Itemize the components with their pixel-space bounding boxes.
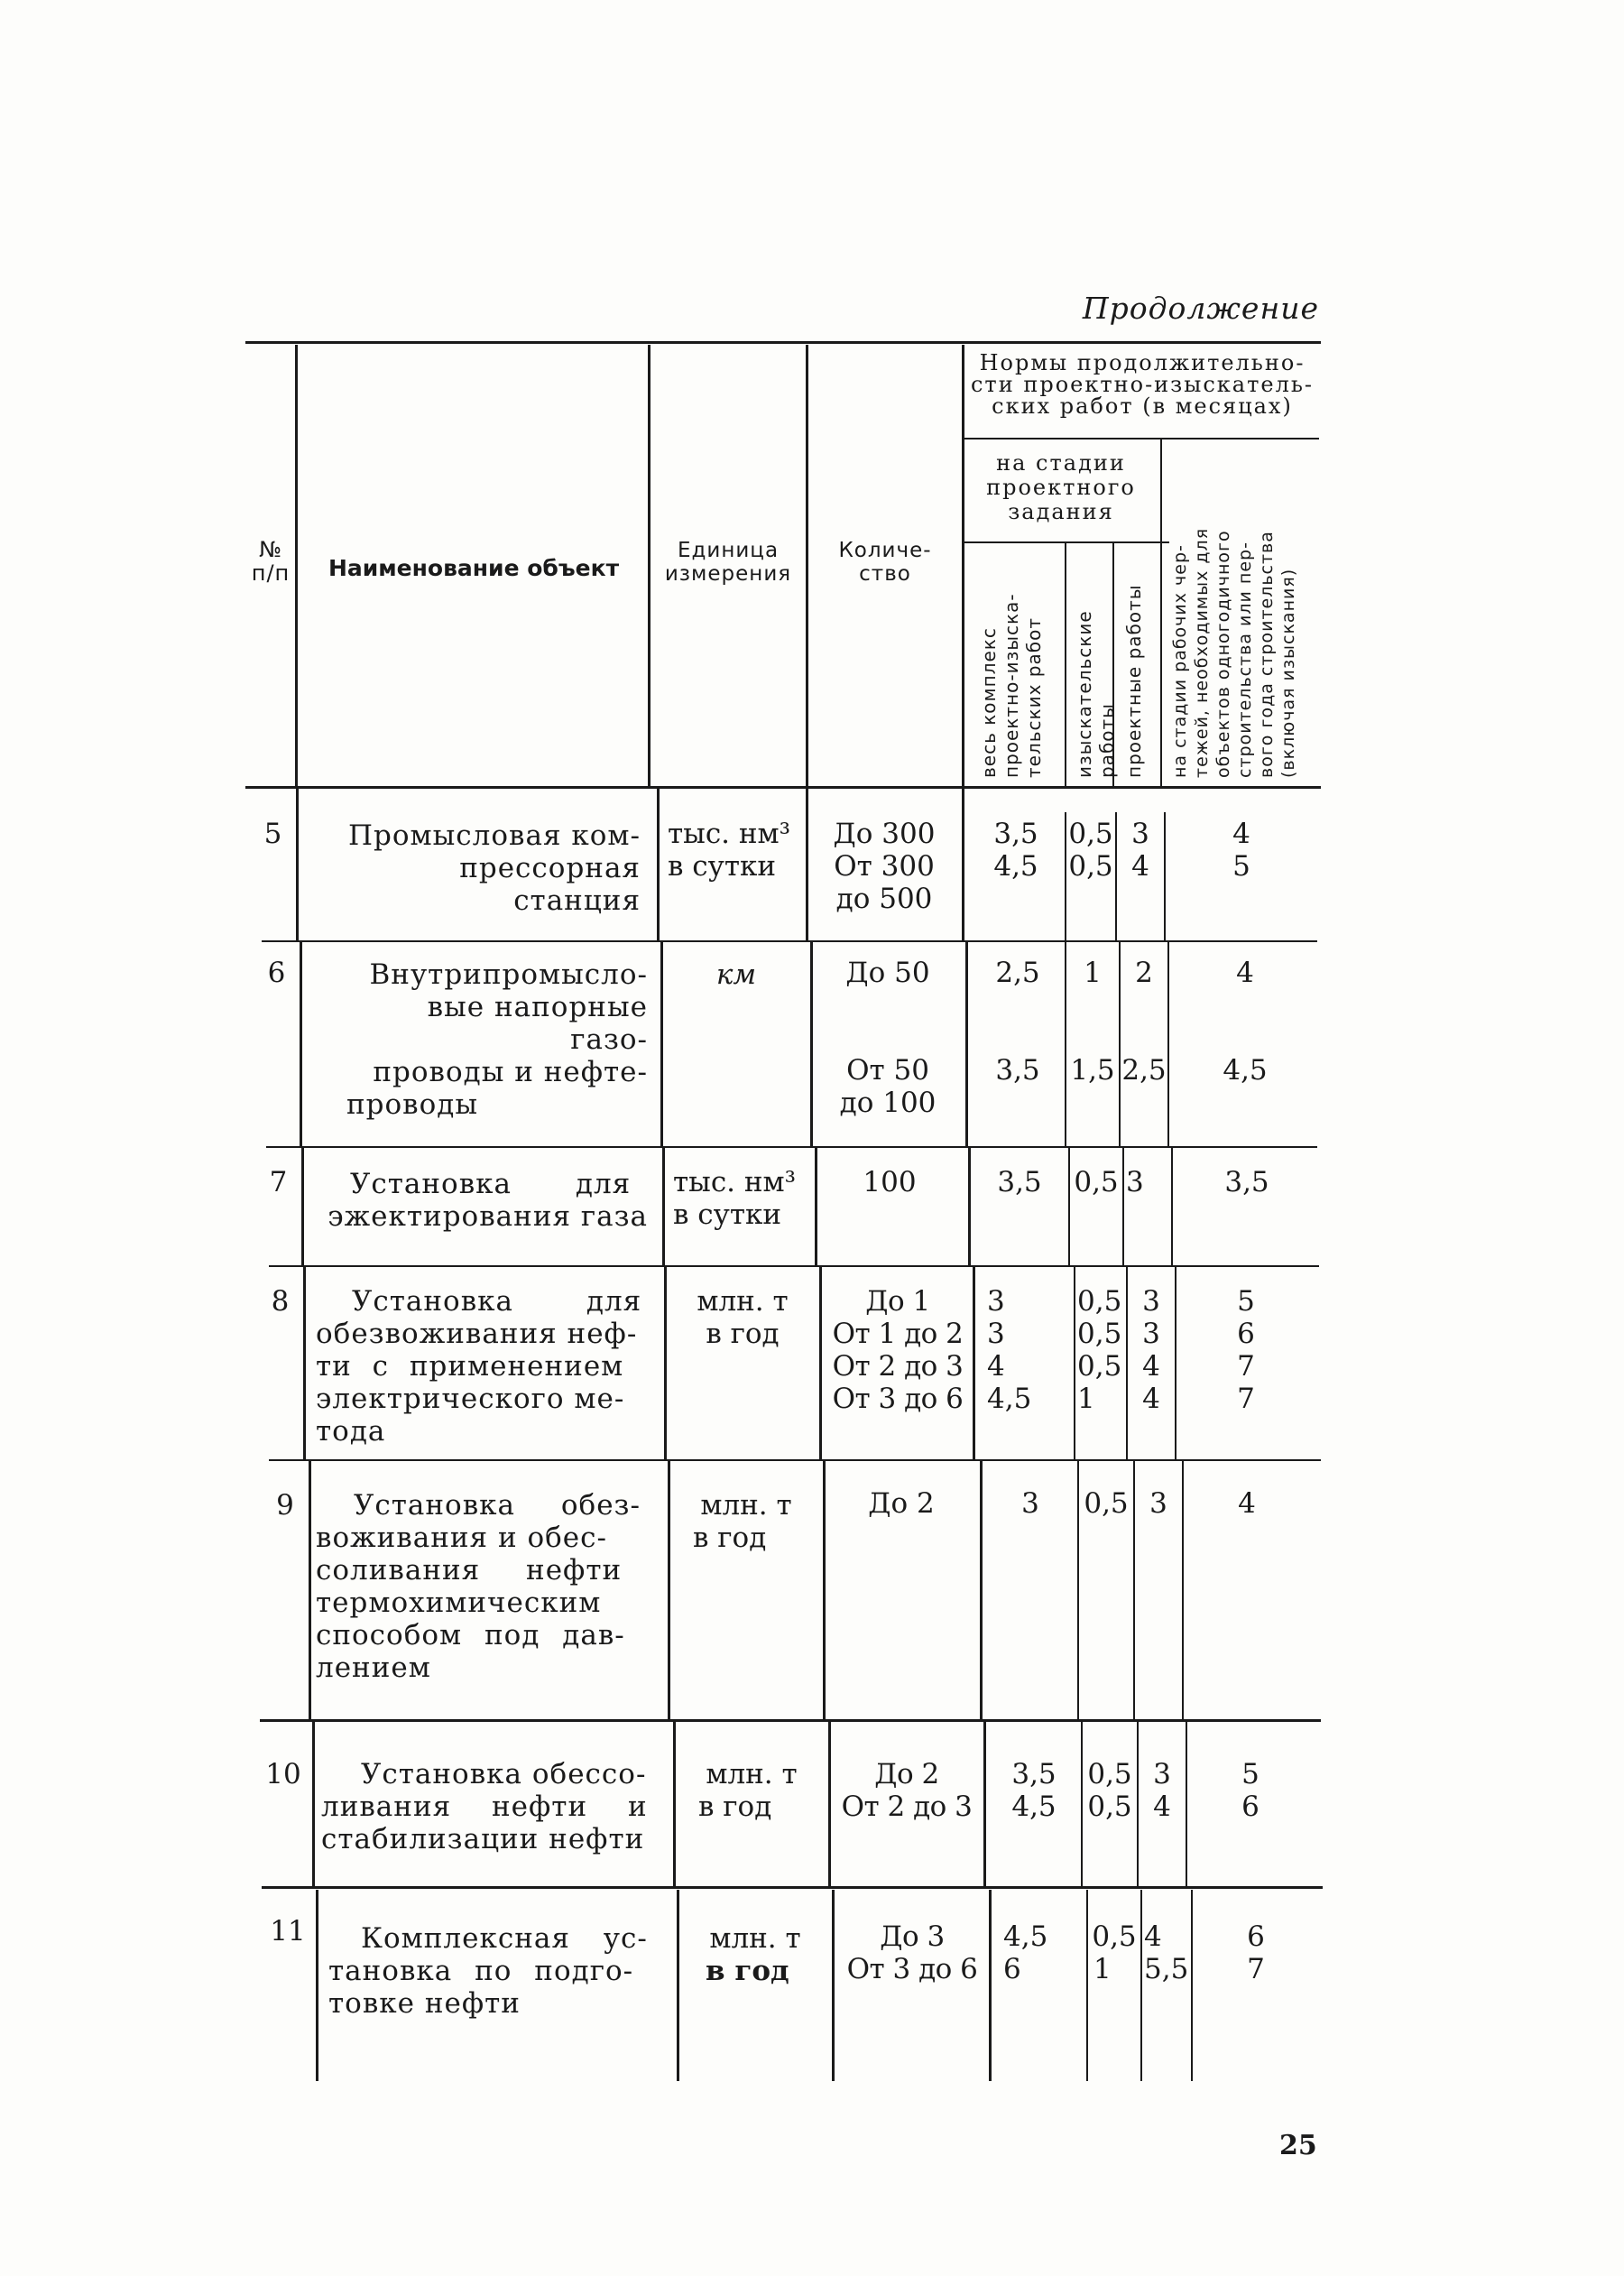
row-10-name [321, 1758, 660, 1855]
value-line: 6 [1237, 1318, 1255, 1350]
value-line: 3 [1126, 1166, 1144, 1198]
value-line [1173, 989, 1317, 1022]
row-5-sep-3 [806, 786, 808, 940]
qty-line [816, 989, 960, 1022]
row-7-qty [817, 1166, 962, 1198]
header-norms: Нормы продолжительно- сти проектно-изыскатель- ских работ (в месяцах) [970, 350, 1315, 419]
header-col-survey: изыскательские работы [1074, 610, 1118, 778]
value-line: 4 [1144, 1920, 1162, 1953]
value-line: 3 [1021, 1487, 1039, 1520]
value-line: 0,5 [1092, 1920, 1137, 1953]
row-8-unit [668, 1285, 817, 1350]
header-col-sep-5 [1065, 541, 1066, 786]
row-8-sep-1 [303, 1267, 306, 1459]
unit-line: млн. т [706, 1758, 798, 1790]
value-line: 4 [1232, 818, 1250, 850]
value-line: 5 [1241, 1758, 1260, 1790]
row-9-sep-1 [309, 1461, 311, 1719]
header-stage-working: на стадии рабочих чер- тежей, необходимых для объектов одногодичного строительства или пер- вого года строительства (включая изыскания) [1170, 527, 1298, 778]
unit-line: в сутки [668, 850, 777, 883]
name-line: Комплексная ус- [361, 1922, 648, 1955]
value-line: 7 [1237, 1350, 1255, 1383]
qty-line: От 300 [834, 850, 935, 883]
row-9-no: 9 [276, 1489, 294, 1522]
page-number: 25 [1279, 2130, 1317, 2161]
row-11-sep-1 [316, 1890, 318, 2081]
name-line: электрического ме- [316, 1383, 625, 1415]
value-line: 7 [1247, 1953, 1265, 1985]
header-unit: Единица измерения [664, 539, 792, 586]
name-line: ти с применением [316, 1350, 624, 1383]
value-line: 4,5 [987, 1383, 1032, 1415]
unit-line: млн. т [700, 1489, 792, 1522]
row-5-unit [668, 818, 803, 883]
row-7-unit [673, 1166, 812, 1231]
name-line: Установка обессо- [361, 1758, 647, 1790]
qty-line: До 2 [868, 1487, 935, 1520]
header-col-design: проектные работы [1123, 584, 1145, 778]
row-6-sep-1 [300, 942, 302, 1146]
value-line: 3 [1131, 818, 1149, 850]
qty-line: до 500 [835, 883, 933, 915]
row-5-qty [812, 818, 956, 915]
value-line: 0,5 [1084, 1487, 1129, 1520]
value-line: 0,5 [1087, 1790, 1132, 1823]
row-10-no: 10 [265, 1758, 301, 1790]
row-10-sep-1 [312, 1722, 315, 1886]
value-line: 1 [1093, 1953, 1112, 1985]
row-8-bottom-rule [269, 1459, 1321, 1461]
row-8-sep-3 [819, 1267, 822, 1459]
row-11-qty [835, 1920, 989, 1985]
row-5-sep-7 [1164, 812, 1166, 940]
unit-line: тыс. нм³ [673, 1166, 797, 1198]
header-no: № п/п [251, 537, 291, 586]
row-8-sep-7 [1175, 1267, 1176, 1459]
value-line [971, 1022, 1065, 1054]
row-6-all [971, 957, 1065, 1087]
header-stage-rule [964, 541, 1169, 543]
row-9-sep-4 [980, 1461, 983, 1719]
value-line: 1 [1077, 1383, 1095, 1415]
row-10-working [1187, 1758, 1314, 1823]
row-9-all [983, 1487, 1077, 1520]
value-line: 5 [1237, 1285, 1255, 1318]
value-line: 0,5 [1077, 1285, 1122, 1318]
row-8-sep-2 [664, 1267, 667, 1459]
qty-line: До 3 [880, 1920, 945, 1953]
row-9-unit [671, 1489, 821, 1554]
row-11-unit [680, 1922, 830, 1987]
row-11-sep-2 [677, 1890, 679, 2081]
row-7-sep-1 [301, 1148, 304, 1265]
name-line: тановка по подго- [328, 1955, 634, 1987]
row-6-no: 6 [267, 957, 286, 989]
row-6-unit [664, 958, 808, 991]
row-11-name [328, 1922, 664, 2020]
row-7-design [1126, 1166, 1171, 1198]
value-line: 3,5 [995, 1054, 1040, 1087]
value-line: 3 [987, 1318, 1005, 1350]
qty-line: До 1 [865, 1285, 930, 1318]
header-col-all: весь комплекс проектно-изыска- тельских работ [978, 593, 1045, 778]
row-11-sep-7 [1191, 1890, 1193, 2081]
row-11-design [1144, 1920, 1191, 1985]
row-10-all [987, 1758, 1081, 1823]
value-line: 0,5 [1077, 1350, 1122, 1383]
row-11-sep-4 [989, 1890, 992, 2081]
row-8-design [1128, 1285, 1175, 1415]
value-line: 4 [1238, 1487, 1256, 1520]
value-line: 6 [1247, 1920, 1265, 1953]
row-6-name [346, 958, 648, 1121]
row-5-sep-2 [657, 786, 660, 940]
name-line: обезвоживания неф- [316, 1318, 638, 1350]
unit-line: в год [706, 1318, 780, 1350]
name-line: Внутрипромысло- [369, 958, 648, 991]
value-line [971, 989, 1065, 1022]
unit-line: млн. т [697, 1285, 789, 1318]
unit-line: в год [706, 1955, 789, 1987]
row-8-working [1178, 1285, 1314, 1415]
qty-line: От 2 до 3 [841, 1790, 973, 1823]
value-line: 3,5 [997, 1166, 1042, 1198]
qty-line: До 2 [874, 1758, 939, 1790]
name-line: товке нефти [328, 1987, 521, 2020]
row-10-design [1139, 1758, 1186, 1823]
header-qty: Количе- ство [838, 539, 932, 586]
name-line: стабилизации нефти [321, 1823, 645, 1855]
row-11-survey [1088, 1920, 1140, 1985]
unit-line: км [715, 958, 757, 991]
row-9-design [1135, 1487, 1182, 1520]
row-5-sep-4 [962, 786, 964, 940]
row-7-survey [1070, 1166, 1122, 1198]
row-11-all [1003, 1920, 1086, 1985]
name-line: ливания нефти и [321, 1790, 648, 1823]
header-stage-project: на стадии проектного задания [986, 450, 1136, 524]
value-line: 5 [1232, 850, 1250, 883]
row-6-survey [1066, 957, 1119, 1087]
qty-line: От 50 [846, 1054, 929, 1087]
row-10-bottom-rule [262, 1886, 1323, 1889]
row-6-qty [816, 957, 960, 1119]
value-line: 4,5 [993, 850, 1038, 883]
row-7-sep-7 [1171, 1148, 1173, 1265]
name-line: термохимическим [316, 1587, 602, 1619]
value-line: 3 [1142, 1285, 1160, 1318]
unit-line: в год [693, 1522, 767, 1554]
value-line: 2,5 [1121, 1054, 1167, 1087]
value-line: 4 [1142, 1350, 1160, 1383]
qty-line: От 2 до 3 [832, 1350, 964, 1383]
qty-line: От 1 до 2 [832, 1318, 964, 1350]
row-6-design [1121, 957, 1167, 1087]
value-line: 1 [1084, 957, 1102, 989]
value-line: 5,5 [1144, 1953, 1189, 1985]
value-line [1066, 989, 1119, 1022]
value-line: 3 [987, 1285, 1005, 1318]
row-8-sep-4 [973, 1267, 975, 1459]
header-col-sep-7 [1160, 439, 1162, 786]
row-5-survey [1066, 818, 1115, 883]
name-line: Установка для [352, 1285, 642, 1318]
name-line: вые напорные газо- [427, 991, 648, 1056]
value-line: 4,5 [1011, 1790, 1057, 1823]
row-6-sep-2 [660, 942, 663, 1146]
name-line: проводы [346, 1088, 479, 1121]
name-line: соливания нефти [316, 1554, 623, 1587]
value-line [1121, 989, 1167, 1022]
row-7-working [1175, 1166, 1319, 1198]
row-9-qty [825, 1487, 978, 1520]
row-6-sep-3 [810, 942, 813, 1146]
name-line: способом под дав- [316, 1619, 625, 1651]
row-10-survey [1083, 1758, 1137, 1823]
qty-line [816, 1022, 960, 1054]
row-11-working [1193, 1920, 1319, 1985]
row-8-name [316, 1285, 651, 1448]
value-line [1173, 1022, 1317, 1054]
value-line [1121, 1022, 1167, 1054]
name-line: прессорная станция [459, 852, 641, 917]
row-8-sep-5 [1074, 1267, 1075, 1459]
name-line: Установка обез- [354, 1489, 641, 1522]
row-11-sep-5 [1086, 1890, 1088, 2081]
row-9-bottom-rule [260, 1719, 1321, 1722]
name-line: Установка для [350, 1168, 632, 1200]
row-8-qty [823, 1285, 973, 1415]
name-line: тода [316, 1415, 386, 1448]
row-11-sep-6 [1140, 1890, 1142, 2081]
row-10-qty [830, 1758, 983, 1823]
row-8-survey [1077, 1285, 1126, 1415]
row-9-working [1184, 1487, 1310, 1520]
value-line: 2 [1135, 957, 1153, 989]
value-line: 4 [1131, 850, 1149, 883]
value-line: 4,5 [1003, 1920, 1048, 1953]
row-7-sep-4 [968, 1148, 971, 1265]
name-line: лением [316, 1651, 431, 1684]
row-11-no: 11 [270, 1915, 306, 1948]
value-line: 3 [1142, 1318, 1160, 1350]
row-6-working [1173, 957, 1317, 1087]
row-5-bottom-rule [262, 940, 1317, 942]
value-line: 4 [987, 1350, 1005, 1383]
name-line: воживания и обес- [316, 1522, 607, 1554]
value-line: 0,5 [1068, 818, 1113, 850]
row-10-sep-4 [983, 1722, 986, 1886]
value-line: 0,5 [1087, 1758, 1132, 1790]
value-line: 4 [1153, 1790, 1171, 1823]
value-line: 2,5 [995, 957, 1040, 989]
value-line: 7 [1237, 1383, 1255, 1415]
unit-line: тыс. нм³ [668, 818, 791, 850]
row-5-all [971, 818, 1061, 883]
row-5-no: 5 [263, 818, 282, 850]
row-7-bottom-rule [269, 1265, 1319, 1267]
value-line: 0,5 [1068, 850, 1113, 883]
row-7-sep-2 [662, 1148, 665, 1265]
row-8-no: 8 [271, 1285, 290, 1318]
value-line: 4,5 [1223, 1054, 1268, 1087]
value-line: 4 [1142, 1383, 1160, 1415]
header-name: Наименование объект [328, 555, 620, 581]
name-line: проводы и нефте- [373, 1056, 648, 1088]
row-6-sep-4 [965, 942, 968, 1146]
qty-line: До 300 [833, 818, 936, 850]
row-5-name [327, 819, 641, 917]
value-line: 0,5 [1077, 1318, 1122, 1350]
value-line: 3,5 [1011, 1758, 1057, 1790]
qty-line: До 50 [845, 957, 930, 989]
row-10-sep-2 [673, 1722, 676, 1886]
row-7-name [318, 1168, 648, 1233]
unit-line: в сутки [673, 1198, 782, 1231]
continuation-label: Продолжение [1082, 291, 1319, 326]
row-5-sep-1 [296, 786, 299, 940]
value-line: 3 [1153, 1758, 1171, 1790]
unit-line: млн. т [709, 1922, 801, 1955]
row-5-design [1117, 818, 1164, 883]
value-line: 6 [1241, 1790, 1260, 1823]
value-line: 0,5 [1074, 1166, 1119, 1198]
value-line: 3,5 [993, 818, 1038, 850]
table-top-rule [245, 341, 1321, 344]
row-5-working [1169, 818, 1314, 883]
qty-line: От 3 до 6 [846, 1953, 978, 1985]
header-bottom-rule [245, 786, 1321, 789]
value-line: 4 [1236, 957, 1254, 989]
row-9-name [316, 1489, 655, 1684]
row-7-all [973, 1166, 1066, 1198]
row-9-sep-2 [668, 1461, 670, 1719]
row-9-survey [1079, 1487, 1133, 1520]
value-line: 3 [1149, 1487, 1167, 1520]
row-11-sep-3 [832, 1890, 835, 2081]
row-6-sep-7 [1167, 942, 1169, 1146]
unit-line: в год [698, 1790, 772, 1823]
row-10-unit [677, 1758, 826, 1823]
header-norms-rule [964, 438, 1319, 439]
name-line: Промысловая ком- [347, 819, 641, 852]
value-line: 3,5 [1224, 1166, 1269, 1198]
value-line: 6 [1003, 1953, 1021, 1985]
row-7-no: 7 [269, 1166, 288, 1198]
row-8-all [987, 1285, 1074, 1415]
value-line [1066, 1022, 1119, 1054]
row-7-sep-6 [1122, 1148, 1124, 1265]
qty-line: От 3 до 6 [832, 1383, 964, 1415]
row-6-bottom-rule [266, 1146, 1317, 1148]
qty-line: 100 [863, 1166, 917, 1198]
qty-line: до 100 [839, 1087, 937, 1119]
name-line: эжектирования газа [328, 1200, 648, 1233]
value-line: 1,5 [1070, 1054, 1115, 1087]
